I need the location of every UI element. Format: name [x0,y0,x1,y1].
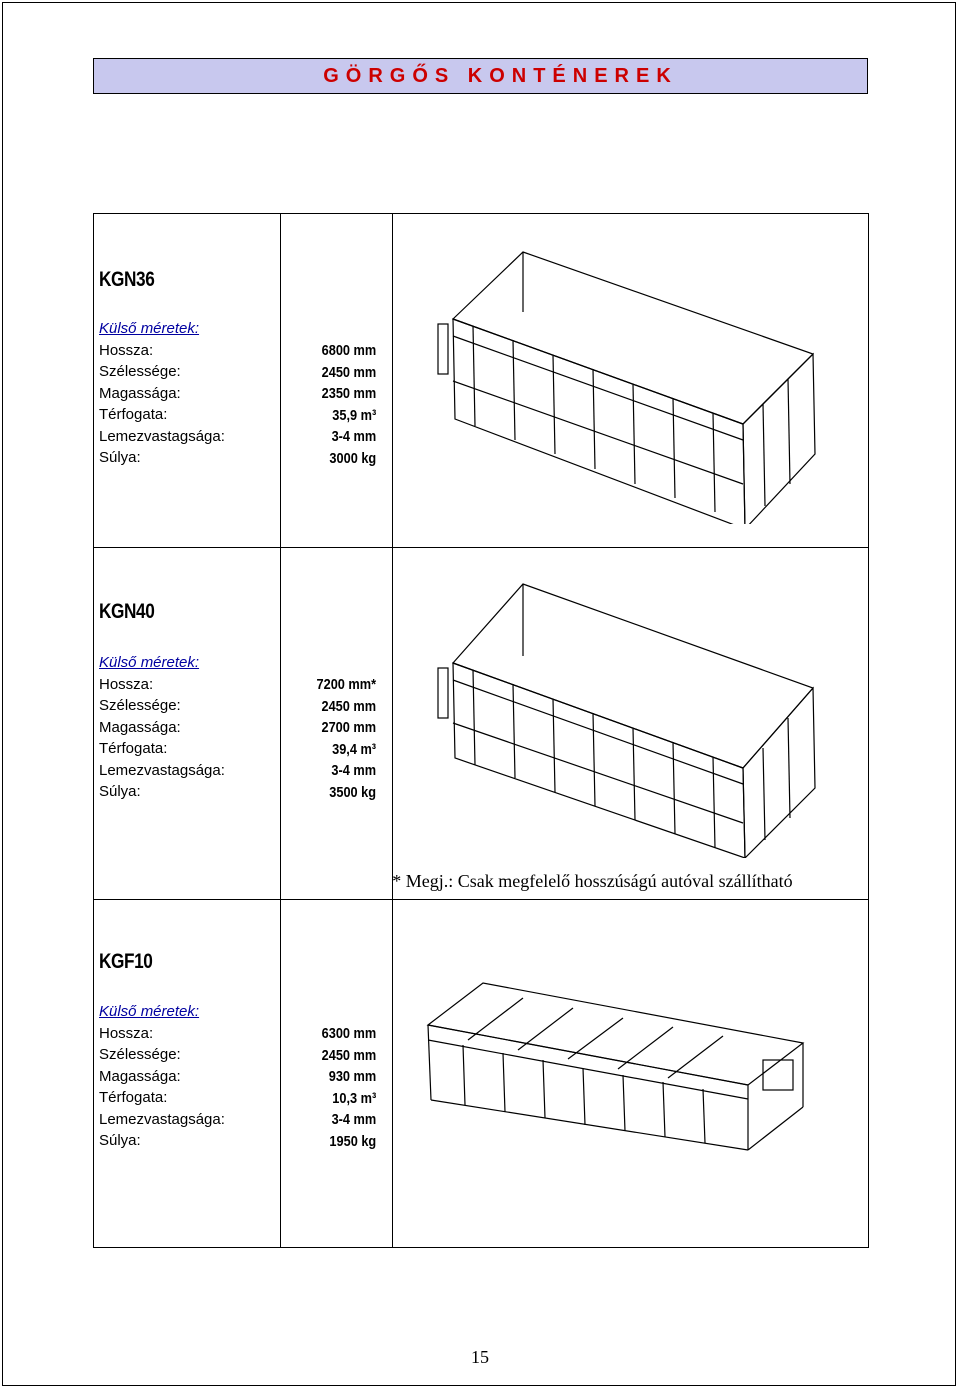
volume-label: Térfogata: [99,740,168,757]
thickness-value: 3-4 mm [331,1111,377,1128]
length-value: 7200 mm* [316,676,377,693]
drawing-cell [393,214,869,548]
dimensions-header: Külső méretek: [99,320,200,337]
model-name: KGF10 [99,950,153,973]
roll-off-container-drawing [433,578,823,858]
spec-values-cell [280,900,393,1248]
model-name: KGN36 [99,268,155,291]
volume-label: Térfogata: [99,1089,168,1106]
spec-values [322,1023,377,1152]
table-row [94,900,869,1248]
roll-off-container-drawing [433,244,823,524]
dimensions-header: Külső méretek: [99,1003,200,1020]
length-label: Hossza: [99,675,154,693]
height-label: Magassága: [99,718,181,736]
spec-values-cell [280,548,393,900]
weight-label: Súlya: [99,1132,141,1149]
spec-labels [99,318,225,469]
spec-values-cell [280,214,393,548]
height-label: Magassága: [99,1067,181,1085]
table-row [94,214,869,548]
model-name: KGN40 [99,600,155,623]
length-label: Hossza: [99,1024,154,1042]
spec-labels-cell [94,214,281,548]
dimensions-header: Külső méretek: [99,654,200,671]
volume-value: 39,4 m³ [332,740,377,758]
spec-labels-cell [94,548,281,900]
page-number: 15 [471,1347,489,1367]
spec-values [317,674,377,803]
volume-label: Térfogata: [99,406,168,423]
drawing-cell [393,900,869,1248]
height-value: 930 mm [328,1068,377,1085]
weight-label: Súlya: [99,783,141,800]
height-value: 2700 mm [321,719,377,736]
table-row [94,548,869,900]
length-value: 6800 mm [321,342,377,359]
spec-labels-cell [94,900,281,1248]
width-value: 2450 mm [321,1046,377,1064]
drawing-cell [393,548,869,900]
thickness-value: 3-4 mm [331,428,377,445]
width-label: Szélessége: [99,697,181,714]
weight-value: 3000 kg [329,449,377,467]
height-label: Magassága: [99,384,181,402]
width-label: Szélessége: [99,1046,181,1063]
weight-value: 3500 kg [329,783,377,801]
spec-values [322,340,377,469]
spec-labels [99,652,225,803]
width-label: Szélessége: [99,363,181,380]
height-value: 2350 mm [321,385,377,402]
weight-value: 1950 kg [329,1132,377,1150]
thickness-label: Lemezvastagsága: [99,761,225,779]
width-value: 2450 mm [321,697,377,715]
transport-note: * Megj.: Csak megfelelő hosszúságú autóval szállítható [392,871,793,891]
volume-value: 35,9 m³ [332,406,377,424]
thickness-label: Lemezvastagsága: [99,427,225,445]
container-table [93,213,869,1248]
title-bar [93,58,868,94]
width-value: 2450 mm [321,363,377,381]
length-label: Hossza: [99,341,154,359]
thickness-label: Lemezvastagsága: [99,1110,225,1128]
thickness-value: 3-4 mm [331,762,377,779]
volume-value: 10,3 m³ [332,1089,377,1107]
weight-label: Súlya: [99,449,141,466]
low-container-with-lid-drawing [423,975,843,1175]
spec-labels [99,1001,225,1152]
page-title: GÖRGŐS KONTÉNEREK [323,64,678,87]
length-value: 6300 mm [321,1025,377,1042]
